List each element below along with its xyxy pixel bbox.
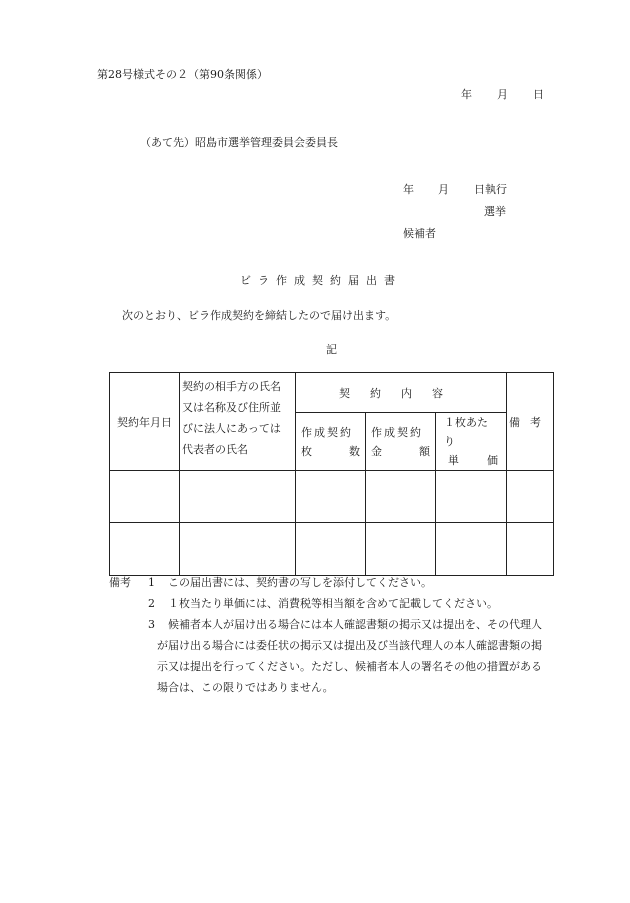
amount-line-1: 作成契約 [371, 425, 423, 439]
addressee: （あて先）昭島市選挙管理委員会委員長 [140, 136, 338, 149]
date-day-label: 日 [533, 88, 544, 101]
ki-label: 記 [326, 343, 337, 356]
cell-count[interactable] [296, 471, 366, 523]
table-row [110, 523, 554, 576]
document-title: ビラ作成契約届出書 [240, 274, 402, 287]
candidate-label: 候補者 [403, 227, 436, 240]
party-line-2: 又は名称及び住所並 [182, 401, 281, 414]
party-line-3: びに法人にあっては [182, 422, 281, 435]
note-number-3: 3 [148, 618, 155, 631]
unit-line-1: １枚あたり [444, 416, 488, 448]
election-day-exec-label: 日執行 [474, 183, 507, 196]
form-number: 第28号様式その２（第90条関係） [97, 68, 268, 81]
header-count [296, 413, 366, 471]
cell-date[interactable] [110, 471, 180, 523]
election-year-label: 年 [403, 183, 414, 196]
note-3-line-1: 候補者本人が届け出る場合には本人確認書類の掲示又は提出を、その代理人 [168, 618, 542, 631]
amount-char-2: 額 [419, 444, 430, 458]
note-3-line-2: が届け出る場合には委任状の掲示又は提出及び当該代理人の本人確認書類の掲 [157, 639, 542, 652]
election-month-label: 月 [438, 183, 449, 196]
header-contract-content: 契約内容 [296, 373, 507, 413]
cell-remarks[interactable] [507, 471, 554, 523]
note-3-line-4: 場合は、この限りではありません。 [157, 681, 334, 694]
header-amount [366, 413, 436, 471]
cell-amount[interactable] [366, 471, 436, 523]
cell-amount[interactable] [366, 523, 436, 576]
unit-char-1: 単 [448, 454, 459, 467]
count-char-2: 数 [349, 444, 360, 458]
cell-party[interactable] [180, 523, 296, 576]
note-1-line-1: この届出書には、契約書の写しを添付してください。 [168, 576, 432, 589]
cell-count[interactable] [296, 523, 366, 576]
party-line-4: 代表者の氏名 [182, 443, 248, 456]
cell-unit-price[interactable] [436, 523, 507, 576]
cell-unit-price[interactable] [436, 471, 507, 523]
election-name-label: 選挙 [484, 205, 506, 218]
notes-label: 備考 [109, 576, 131, 589]
note-number-2: 2 [148, 597, 155, 610]
cell-date[interactable] [110, 523, 180, 576]
amount-char-1: 金 [371, 444, 382, 458]
party-line-1: 契約の相手方の氏名 [182, 380, 281, 393]
note-3-line-3: 示又は提出を行ってください。ただし、候補者本人の署名その他の措置がある [157, 660, 542, 673]
count-char-1: 枚 [301, 444, 312, 458]
header-remarks: 備考 [507, 373, 554, 471]
intro-text: 次のとおり、ビラ作成契約を締結したので届け出ます。 [122, 309, 397, 322]
contract-table [109, 372, 554, 576]
date-year-label: 年 [461, 88, 472, 101]
header-unit-price [436, 413, 507, 471]
date-month-label: 月 [497, 88, 508, 101]
header-contract-date: 契約年月日 [110, 373, 180, 471]
cell-party[interactable] [180, 471, 296, 523]
cell-remarks[interactable] [507, 523, 554, 576]
unit-char-2: 価 [487, 454, 499, 467]
note-number-1: 1 [148, 576, 155, 589]
header-contract-party [180, 373, 296, 471]
count-line-1: 作成契約 [301, 425, 353, 439]
note-2-line-1: １枚当たり単価には、消費税等相当額を含めて記載してください。 [168, 597, 498, 610]
table-row [110, 471, 554, 523]
